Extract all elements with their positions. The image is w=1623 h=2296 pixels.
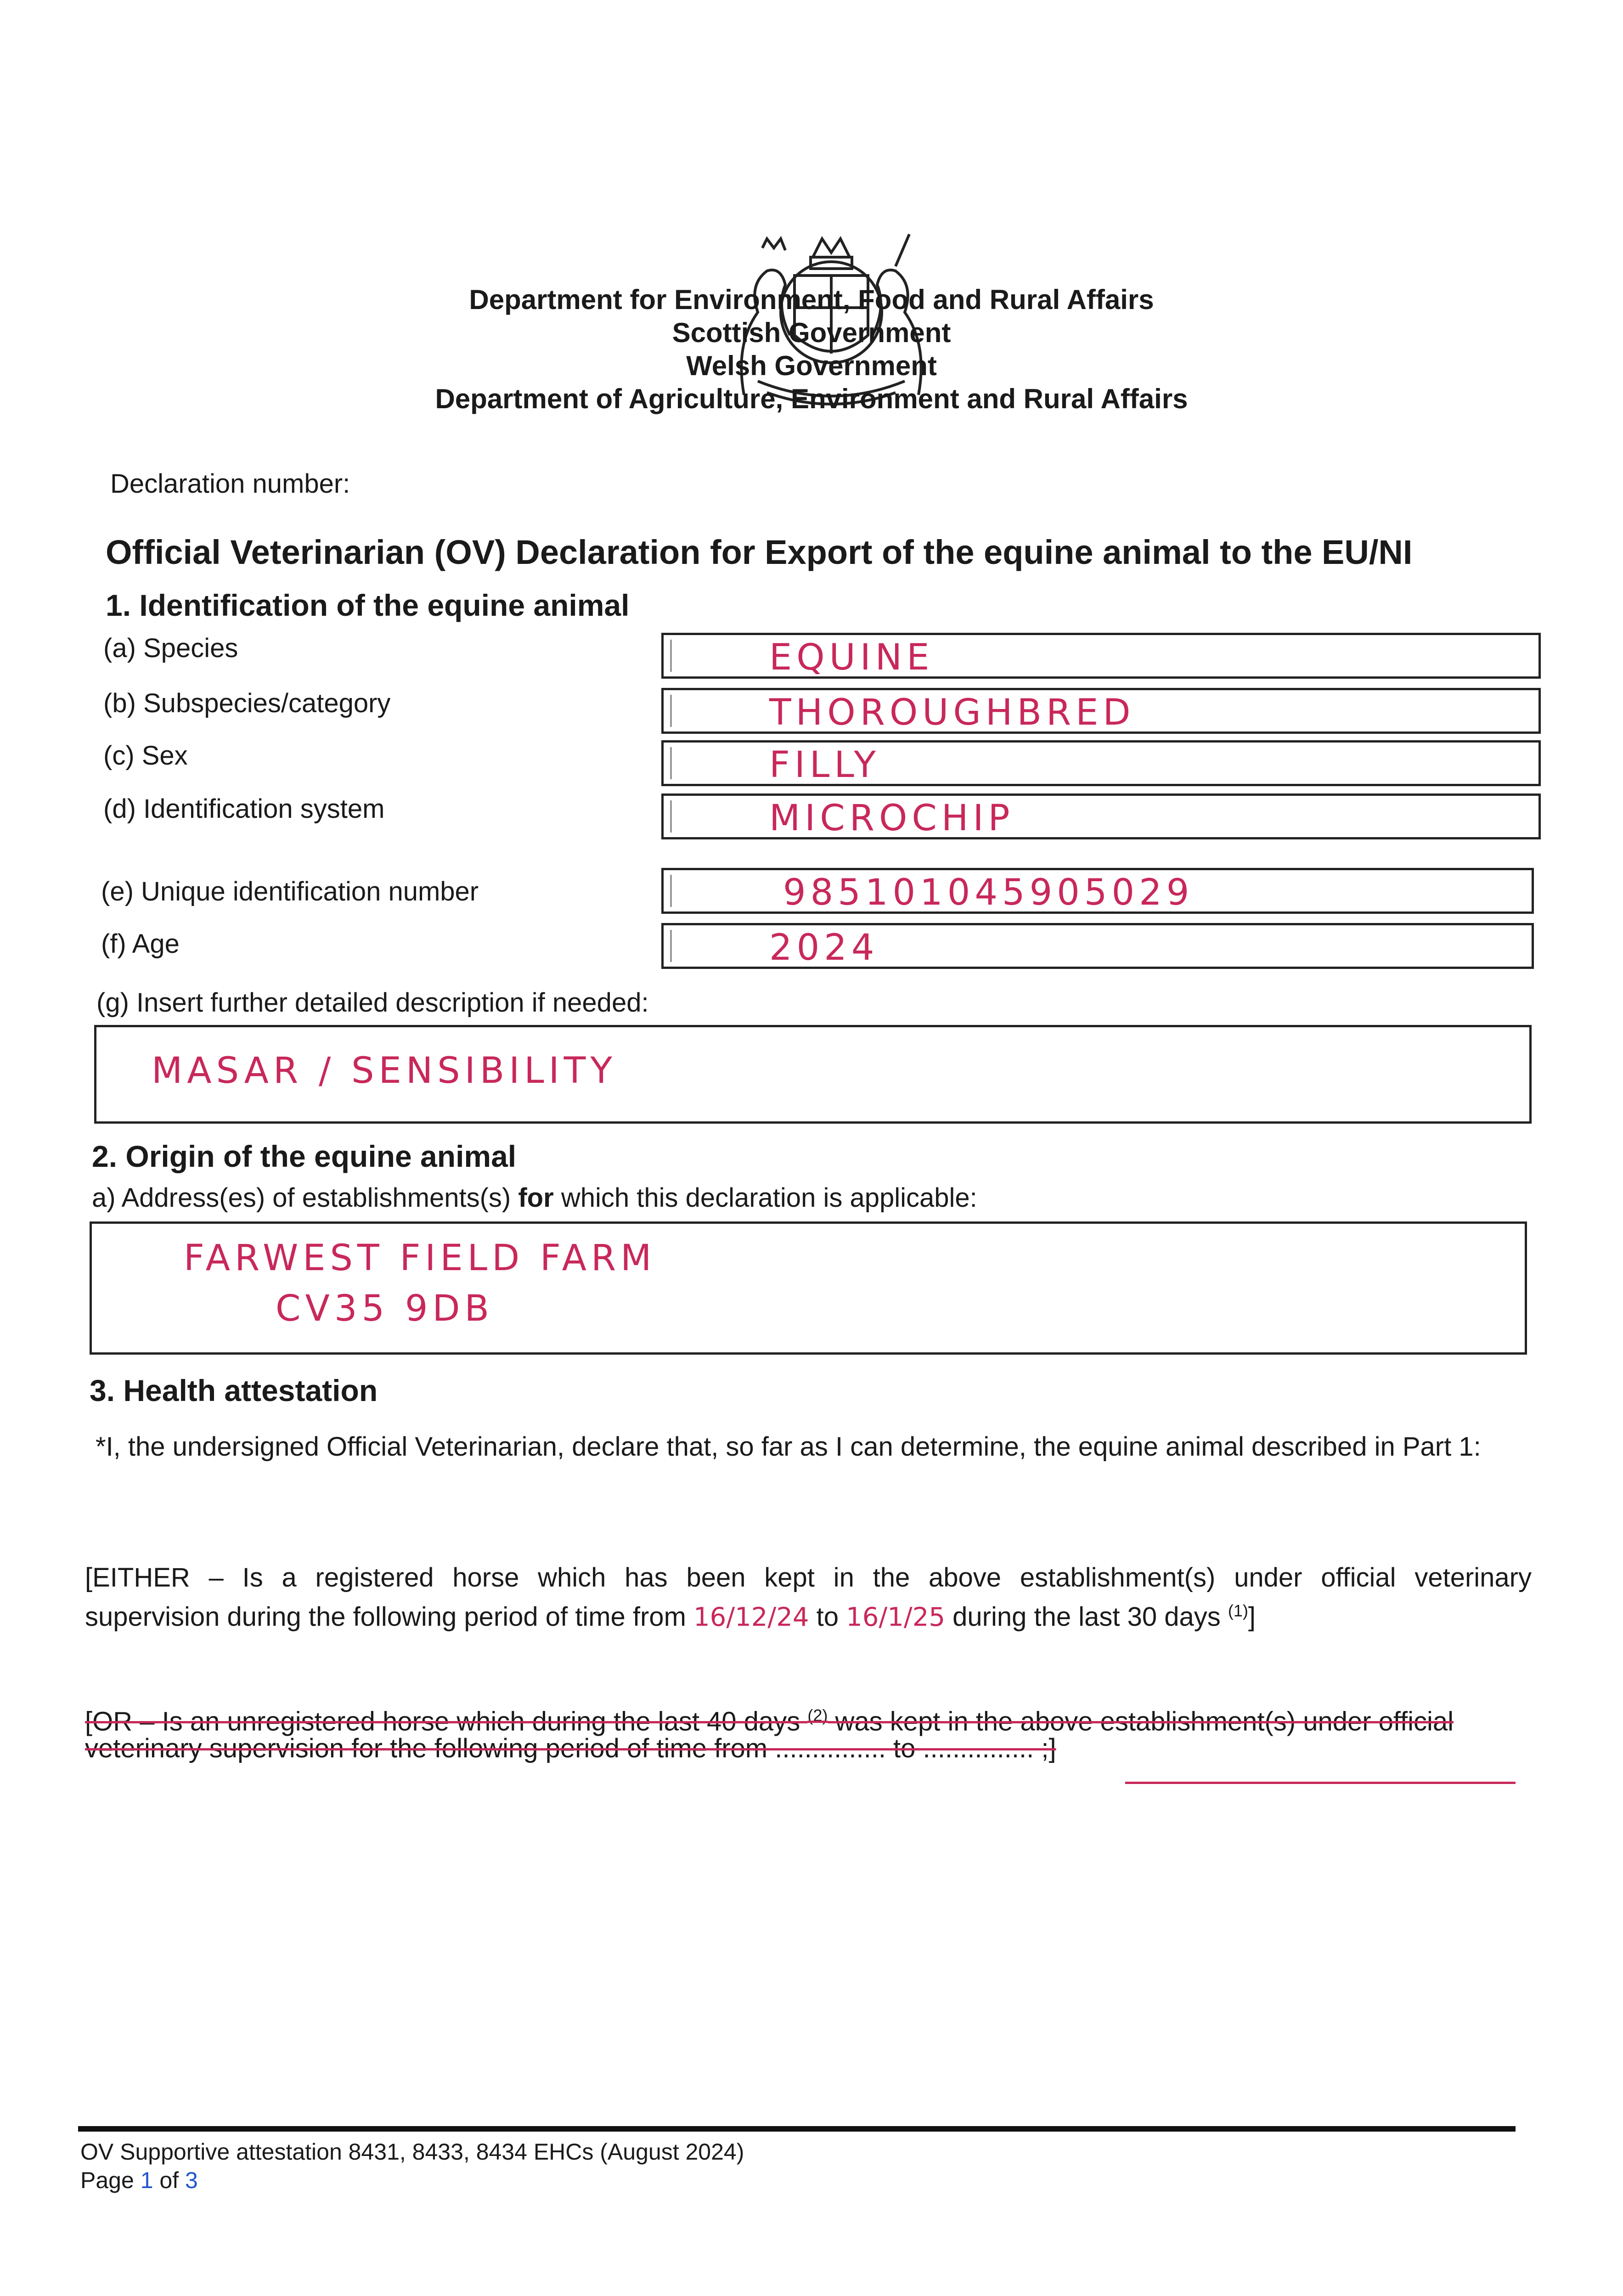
date-to: 16/1/25 <box>846 1602 946 1632</box>
identification-system-field[interactable] <box>661 793 1541 839</box>
declaration-number-label: Declaration number: <box>110 469 350 499</box>
address-line-1: FARWEST FIELD FARM <box>184 1238 656 1279</box>
establishment-label: a) Address(es) of establishments(s) for which this declaration is applicable: <box>92 1183 977 1213</box>
subspecies-value: THOROUGHBRED <box>769 692 1135 733</box>
unique-id-field[interactable] <box>661 868 1534 914</box>
identification-system-value: MICROCHIP <box>769 798 1014 839</box>
sex-label: (c) Sex <box>103 741 188 771</box>
section-3-heading: 3. Health attestation <box>90 1373 378 1407</box>
unique-id-value: 985101045905029 <box>783 872 1194 913</box>
department-defra: Department for Environment, Food and Rural Affairs <box>469 284 1154 315</box>
page-number: Page 1 of 3 <box>80 2167 198 2193</box>
address-line-2: CV35 9DB <box>276 1288 494 1329</box>
subspecies-label: (b) Subspecies/category <box>103 688 391 718</box>
footer-rule <box>78 2126 1516 2132</box>
strike-line <box>1125 1782 1516 1784</box>
health-attestation-intro: *I, the undersigned Official Veterinarian, declare that, so far as I can determine, the equine animal described in Part 1: <box>96 1432 1481 1462</box>
subspecies-field[interactable] <box>661 688 1541 734</box>
date-from: 16/12/24 <box>693 1602 809 1632</box>
section-2-heading: 2. Origin of the equine animal <box>92 1139 517 1173</box>
sex-value: FILLY <box>769 744 881 786</box>
species-value: EQUINE <box>769 637 934 678</box>
further-description-label: (g) Insert further detailed description if needed: <box>96 988 649 1018</box>
establishment-address-box[interactable] <box>90 1221 1527 1355</box>
or-clause-line-1: [OR – Is an unregistered horse which during the last 40 days $^{(2)}$ was kept in the above establishment(s) under official <box>85 1706 1454 1737</box>
species-label: (a) Species <box>103 633 238 663</box>
section-1-heading: 1. Identification of the equine animal <box>106 588 630 622</box>
either-clause-line-2: supervision during the following period of time from 16/12/24 to 16/1/25 during the last 30 days $^{(1)}$] <box>85 1601 1256 1632</box>
sex-field[interactable] <box>661 740 1541 786</box>
either-clause-line-1: [EITHER – Is a registered horse which has been kept in the above establishment(s) under official veterinary <box>85 1563 1532 1593</box>
or-clause-line-2: veterinary supervision for the following period of time from ............... to ............... ;] <box>85 1733 1056 1763</box>
age-value: 2024 <box>769 927 879 968</box>
further-description-box[interactable] <box>94 1025 1532 1124</box>
age-field[interactable] <box>661 923 1534 969</box>
unique-id-label: (e) Unique identification number <box>101 877 479 906</box>
footer-line-1: OV Supportive attestation 8431, 8433, 8434 EHCs (August 2024) <box>80 2139 744 2165</box>
species-field[interactable] <box>661 633 1541 679</box>
age-label: (f) Age <box>101 929 180 959</box>
department-welsh-government: Welsh Government <box>686 350 937 381</box>
identification-system-label: (d) Identification system <box>103 794 385 824</box>
department-daera: Department of Agriculture, Environment and Rural Affairs <box>435 383 1188 414</box>
department-scottish-government: Scottish Government <box>672 317 951 348</box>
further-description-value: MASAR / SENSIBILITY <box>152 1050 617 1092</box>
page-title: Official Veterinarian (OV) Declaration for Export of the equine animal to the EU/NI <box>106 533 1413 571</box>
